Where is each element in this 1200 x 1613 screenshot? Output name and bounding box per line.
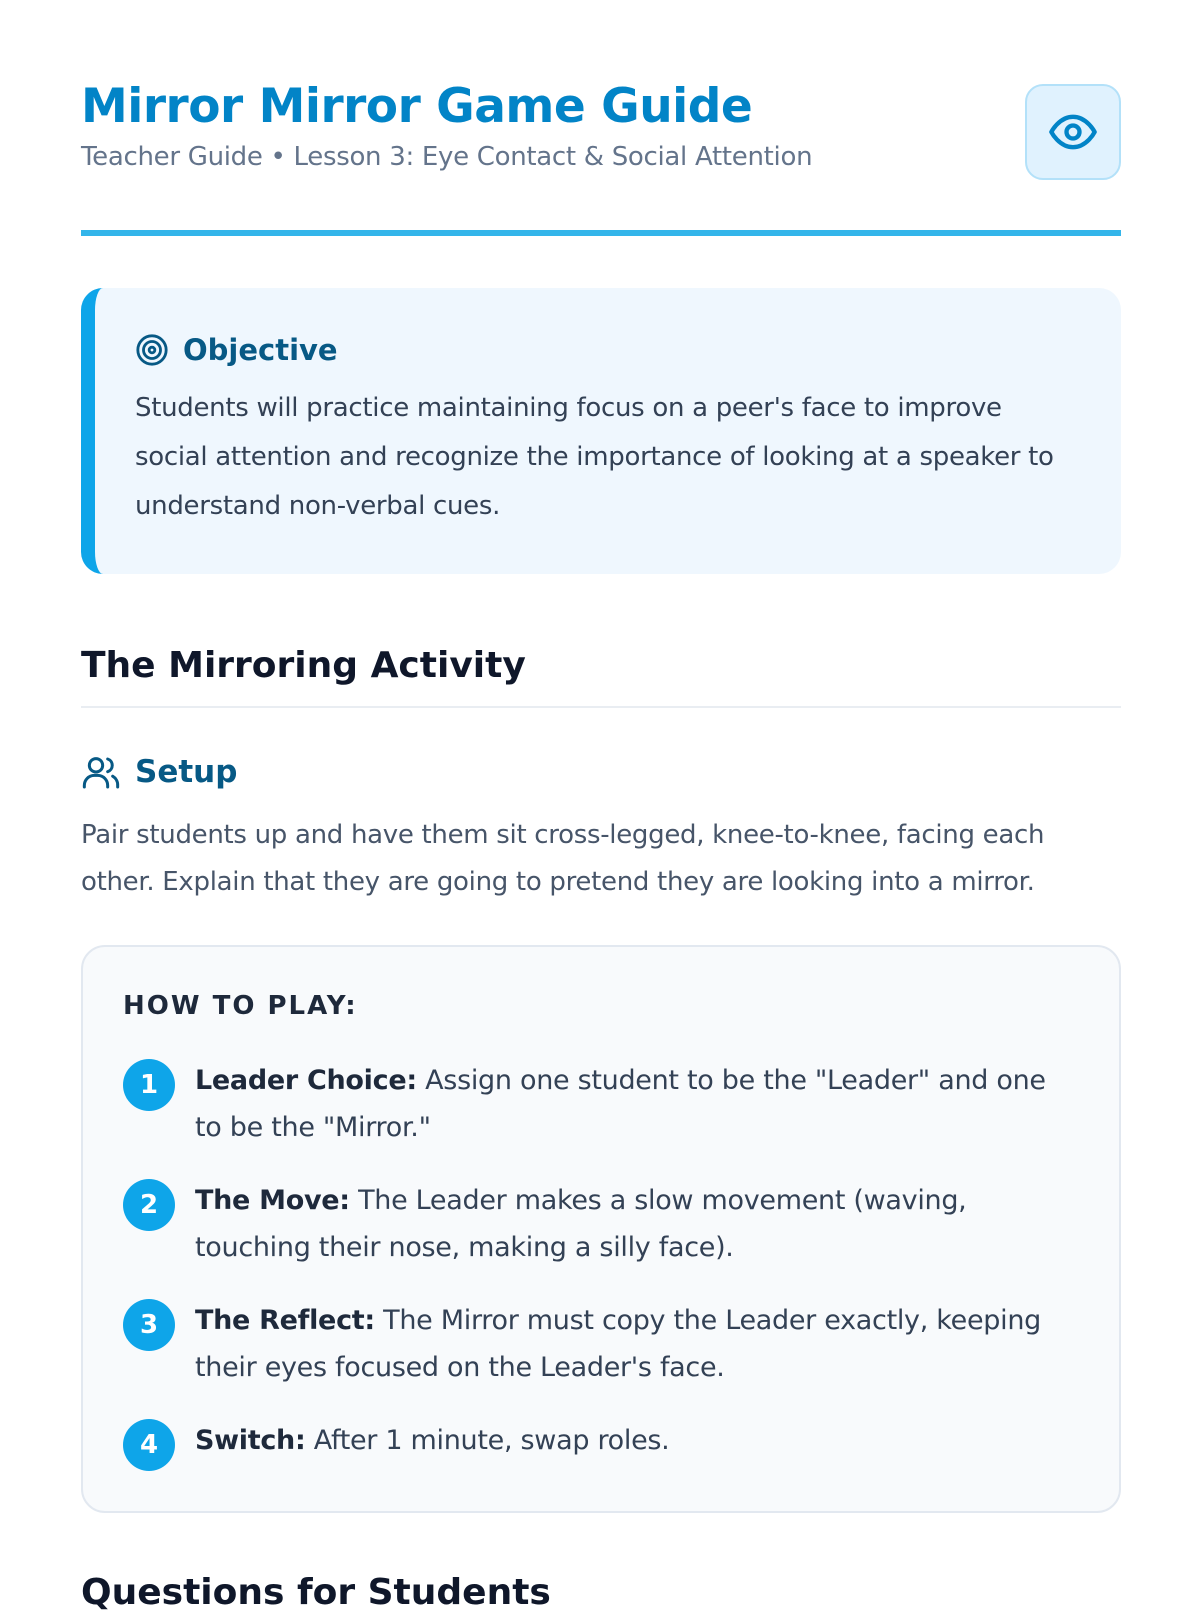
list-item (123, 1177, 1079, 1271)
step-text (195, 1057, 1079, 1151)
step-number-badge: 3 (123, 1299, 175, 1351)
step-number-badge: 2 (123, 1179, 175, 1231)
setup-text: Pair students up and have them sit cross-legged, knee-to-knee, facing each other. Explain that they are going to pretend they are looking into a mirror. (81, 820, 1045, 897)
target-icon (135, 333, 169, 367)
step-number-badge: 4 (123, 1419, 175, 1471)
step-label: Leader Choice: (195, 1065, 417, 1096)
how-to-play-card (81, 945, 1121, 1513)
list-item (123, 1057, 1079, 1151)
page-header (81, 0, 1121, 236)
step-description: The Mirror must copy the Leader exactly, keeping their eyes focused on the Leader's face. (195, 1305, 1041, 1383)
step-description: The Leader makes a slow movement (waving, touching their nose, making a silly face). (195, 1185, 967, 1263)
step-number-badge: 1 (123, 1059, 175, 1111)
step-label: The Reflect: (195, 1305, 375, 1336)
section-divider (81, 706, 1121, 708)
step-label: Switch: (195, 1425, 306, 1456)
activity-section-title: The Mirroring Activity (81, 645, 526, 686)
page-subtitle: Teacher Guide • Lesson 3: Eye Contact & Social Attention (81, 142, 813, 172)
step-text (195, 1417, 669, 1464)
list-item (123, 1297, 1079, 1391)
step-label: The Move: (195, 1185, 350, 1216)
steps-list (123, 1057, 1079, 1471)
questions-section-title: Questions for Students (81, 1572, 551, 1613)
eye-icon-button[interactable] (1025, 84, 1121, 180)
users-icon (81, 752, 121, 792)
step-description: Assign one student to be the "Leader" and one to be the "Mirror." (195, 1065, 1046, 1143)
setup-header (81, 752, 237, 792)
objective-title: Objective (183, 333, 338, 367)
how-to-play-title: HOW TO PLAY: (123, 991, 358, 1021)
objective-card (81, 288, 1121, 574)
step-text (195, 1297, 1079, 1391)
objective-text: Students will practice maintaining focus on a peer's face to improve social attention and recognize the importance of looking at a speaker to understand non-verbal cues. (135, 393, 1054, 521)
step-text (195, 1177, 1079, 1271)
eye-icon (1047, 106, 1099, 158)
guide-page (81, 0, 1121, 1613)
step-description: After 1 minute, swap roles. (305, 1425, 670, 1456)
objective-header (135, 330, 1081, 370)
setup-title: Setup (135, 754, 238, 790)
list-item (123, 1417, 1079, 1471)
page-title: Mirror Mirror Game Guide (81, 79, 753, 134)
